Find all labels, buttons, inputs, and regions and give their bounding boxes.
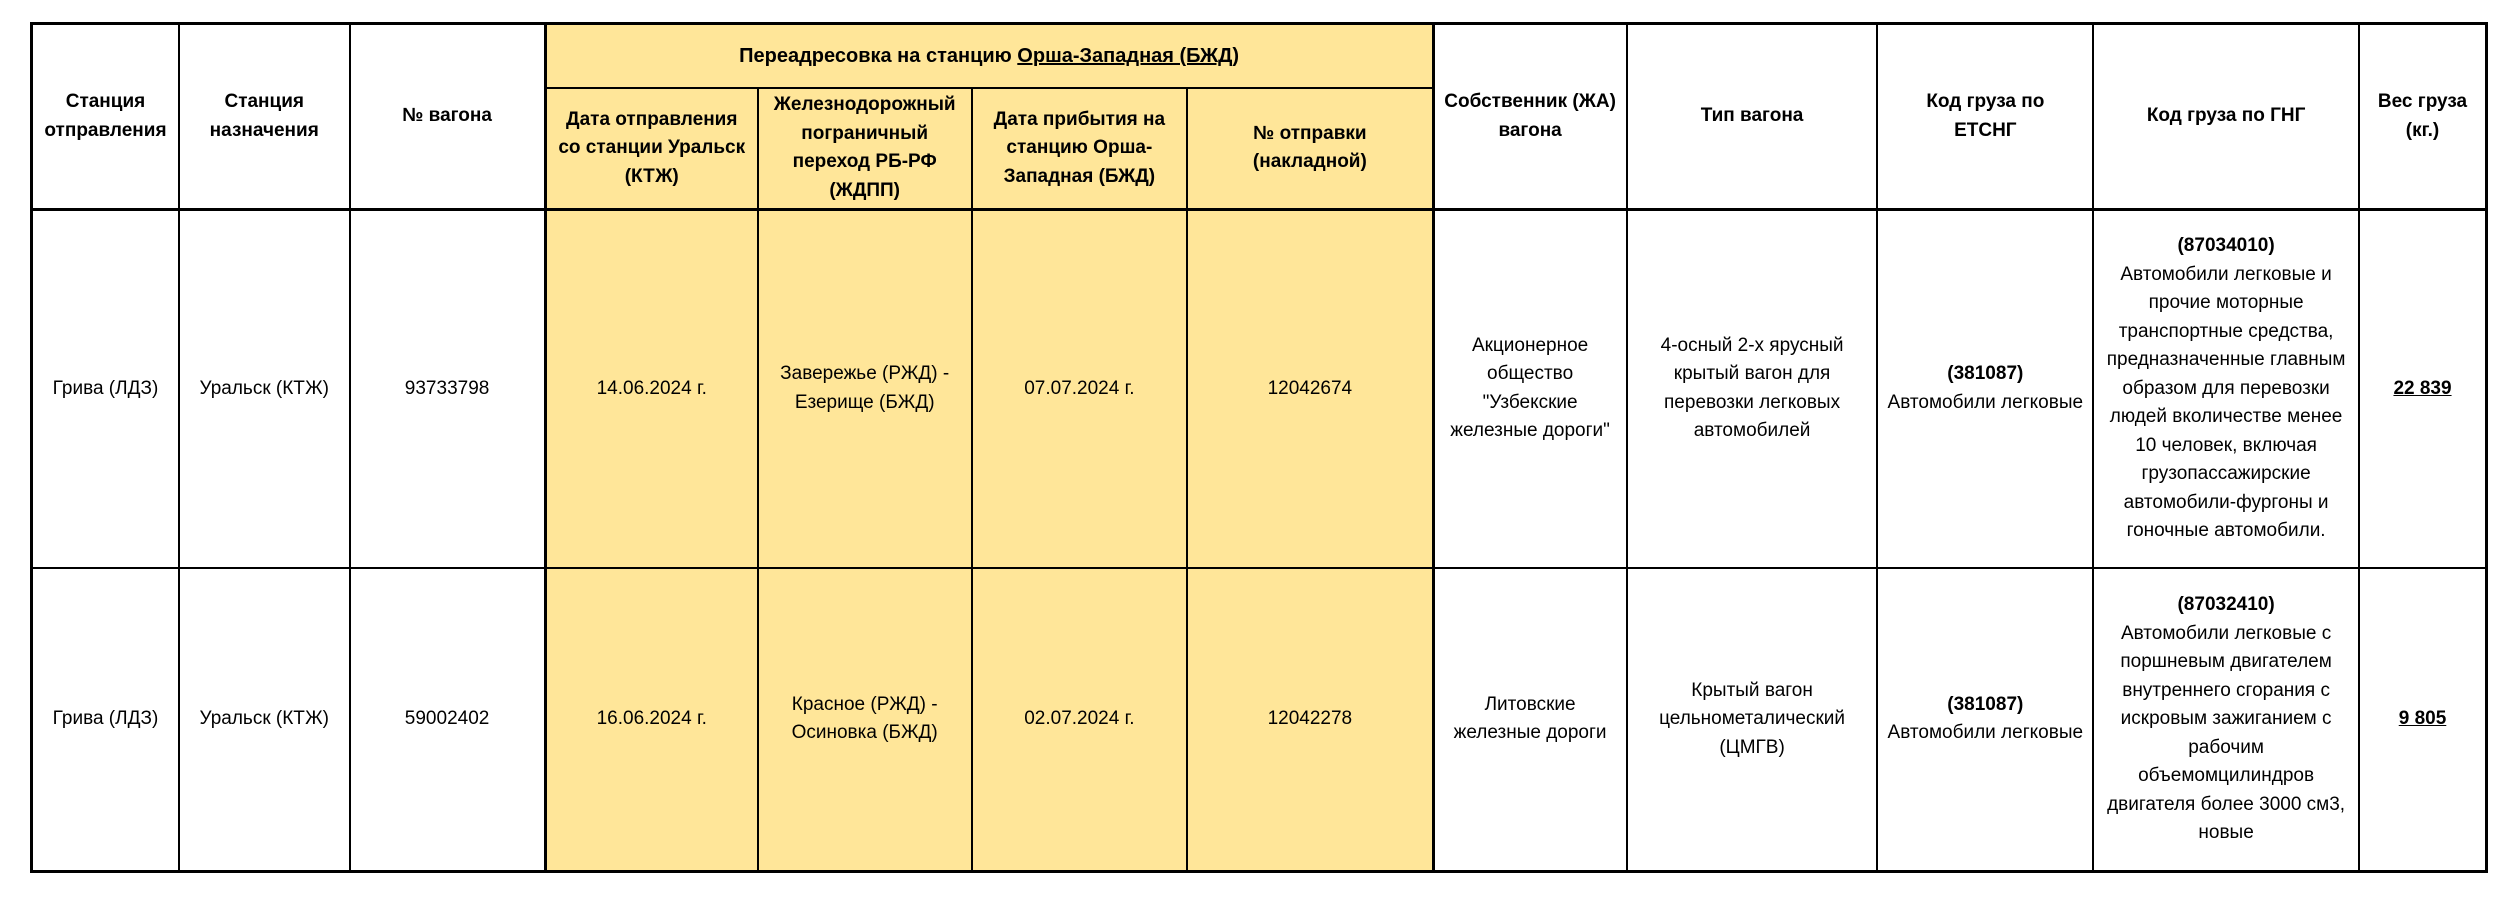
cell-shipment-no: 12042674	[1187, 210, 1433, 568]
header-owner: Собственник (ЖА) вагона	[1433, 24, 1627, 210]
header-arrival-date: Дата прибытия на станцию Орша-Западная (БЖД)	[972, 88, 1188, 210]
cell-departure-date: 14.06.2024 г.	[545, 210, 758, 568]
gng-description: Автомобили легковые и прочие моторные транспортные средства, предназначенные главным образом для перевозки людей вколичестве менее 10 человек, включая грузопассажирские автомобили-фургоны и гоночные автомобили.	[2106, 263, 2346, 541]
cell-etsng	[1877, 568, 2093, 872]
header-wagon-type: Тип вагона	[1627, 24, 1878, 210]
cell-station-from: Грива (ЛДЗ)	[32, 210, 179, 568]
weight-value: 9 805	[2398, 708, 2447, 729]
table-header	[32, 24, 2487, 210]
cell-wagon-no: 93733798	[350, 210, 546, 568]
cell-owner: Акционерное общество "Узбекские железные дороги"	[1433, 210, 1627, 568]
header-wagon-no: № вагона	[350, 24, 546, 210]
etsng-name: Автомобили легковые	[1887, 391, 2084, 413]
header-border-crossing: Железнодорожный пограничный переход РБ-РФ (ЖДПП)	[758, 88, 972, 210]
cell-station-to: Уральск (КТЖ)	[179, 210, 350, 568]
cell-wagon-type: Крытый вагон цельнометалический (ЦМГВ)	[1627, 568, 1878, 872]
cell-departure-date: 16.06.2024 г.	[545, 568, 758, 872]
cell-border-crossing: Красное (РЖД) - Осиновка (БЖД)	[758, 568, 972, 872]
cell-wagon-no: 59002402	[350, 568, 546, 872]
cell-wagon-type: 4-осный 2-х ярусный крытый вагон для перевозки легковых автомобилей	[1627, 210, 1878, 568]
gng-description: Автомобили легковые с поршневым двигателем внутреннего сгорания с искровым зажиганием с рабочим объемомцилиндров двигателя более 3000 см3, новые	[2107, 622, 2346, 843]
cell-gng	[2093, 568, 2359, 872]
table-row	[32, 210, 2487, 568]
gng-code: (87032410)	[2177, 594, 2275, 615]
header-redirect-group	[545, 24, 1433, 88]
cell-arrival-date: 07.07.2024 г.	[972, 210, 1188, 568]
header-weight: Вес груза (кг.)	[2359, 24, 2486, 210]
header-etsng: Код груза по ЕТСНГ	[1877, 24, 2093, 210]
header-station-from: Станция отправления	[32, 24, 179, 210]
etsng-code: (381087)	[1947, 693, 2024, 715]
header-shipment-no: № отправки (накладной)	[1187, 88, 1433, 210]
etsng-code: (381087)	[1947, 363, 2024, 385]
cell-station-to: Уральск (КТЖ)	[179, 568, 350, 872]
table-row	[32, 568, 2487, 872]
cell-weight	[2359, 568, 2486, 872]
redirect-group-title-station: Орша-Западная (БЖД)	[1017, 44, 1240, 67]
cell-shipment-no: 12042278	[1187, 568, 1433, 872]
gng-code: (87034010)	[2177, 235, 2275, 256]
cargo-redirect-table	[30, 22, 2488, 873]
cell-weight	[2359, 210, 2486, 568]
etsng-name: Автомобили легковые	[1887, 722, 2084, 744]
header-departure-date: Дата отправления со станции Уральск (КТЖ)	[545, 88, 758, 210]
cell-etsng	[1877, 210, 2093, 568]
redirect-group-title-prefix: Переадресовка на станцию	[739, 44, 1018, 67]
header-station-to: Станция назначения	[179, 24, 350, 210]
cell-owner: Литовские железные дороги	[1433, 568, 1627, 872]
cell-border-crossing: Завережье (РЖД) - Езерище (БЖД)	[758, 210, 972, 568]
table-body	[32, 210, 2487, 872]
weight-value: 22 839	[2393, 377, 2452, 399]
cell-gng	[2093, 210, 2359, 568]
header-gng: Код груза по ГНГ	[2093, 24, 2359, 210]
cell-arrival-date: 02.07.2024 г.	[972, 568, 1188, 872]
cell-station-from: Грива (ЛДЗ)	[32, 568, 179, 872]
